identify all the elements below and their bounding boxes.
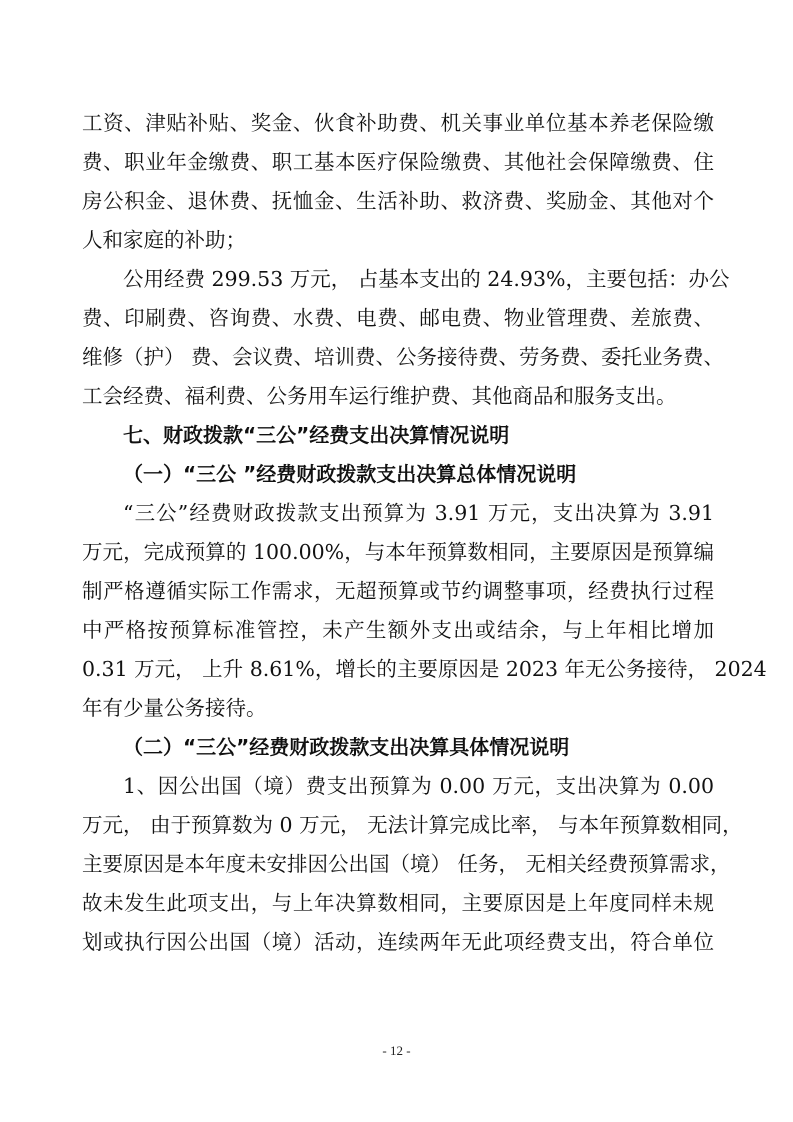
paragraph-line: 万元， 由于预算数为 0 万元， 无法计算完成比率， 与本年预算数相同， [82, 813, 743, 837]
paragraph-line: 房公积金、退休费、抚恤金、生活补助、救济费、奖励金、其他对个 [82, 189, 714, 213]
paragraph-line: 1、因公出国（境）费支出预算为 0.00 万元，支出决算为 0.00 [123, 774, 714, 798]
subsection-heading: （一）“三公 ”经费财政拨款支出决算总体情况说明 [123, 462, 577, 486]
page-number: - 12 - [382, 1043, 411, 1058]
paragraph-line: 费、职业年金缴费、职工基本医疗保险缴费、其他社会保障缴费、住 [82, 150, 714, 174]
paragraph-line: 工会经费、福利费、公务用车运行维护费、其他商品和服务支出。 [82, 384, 677, 408]
paragraph-line: 费、印刷费、咨询费、水费、电费、邮电费、物业管理费、差旅费、 [82, 306, 714, 330]
page-body [82, 104, 767, 962]
paragraph-line: 工资、津贴补贴、奖金、伙食补助费、机关事业单位基本养老保险缴 [82, 111, 714, 135]
paragraph-line: 中严格按预算标准管控，未产生额外支出或结余，与上年相比增加 [82, 618, 714, 642]
paragraph-line: “三公”经费财政拨款支出预算为 3.91 万元，支出决算为 3.91 [123, 501, 714, 525]
subsection-heading: （二）“三公”经费财政拨款支出决算具体情况说明 [123, 735, 570, 759]
paragraph-line: 人和家庭的补助； [82, 228, 246, 252]
paragraph-line: 制严格遵循实际工作需求，无超预算或节约调整事项，经费执行过程 [82, 579, 714, 603]
paragraph-line: 主要原因是本年度未安排因公出国（境） 任务， 无相关经费预算需求， [82, 852, 731, 876]
paragraph-line: 划或执行因公出国（境）活动，连续两年无此项经费支出，符合单位 [82, 930, 714, 954]
section-heading: 七、财政拨款“三公”经费支出决算情况说明 [123, 423, 510, 447]
paragraph-line: 年有少量公务接待。 [82, 696, 267, 720]
paragraph-line: 0.31 万元， 上升 8.61%，增长的主要原因是 2023 年无公务接待， 2024 [82, 657, 767, 681]
paragraph-line: 维修（护） 费、会议费、培训费、公务接待费、劳务费、委托业务费、 [82, 345, 725, 369]
paragraph-line: 故未发生此项支出，与上年决算数相同，主要原因是上年度同样未规 [82, 891, 714, 915]
paragraph-line: 公用经费 299.53 万元， 占基本支出的 24.93%，主要包括：办公 [123, 267, 730, 291]
paragraph-line: 万元，完成预算的 100.00%，与本年预算数相同，主要原因是预算编 [82, 540, 714, 564]
